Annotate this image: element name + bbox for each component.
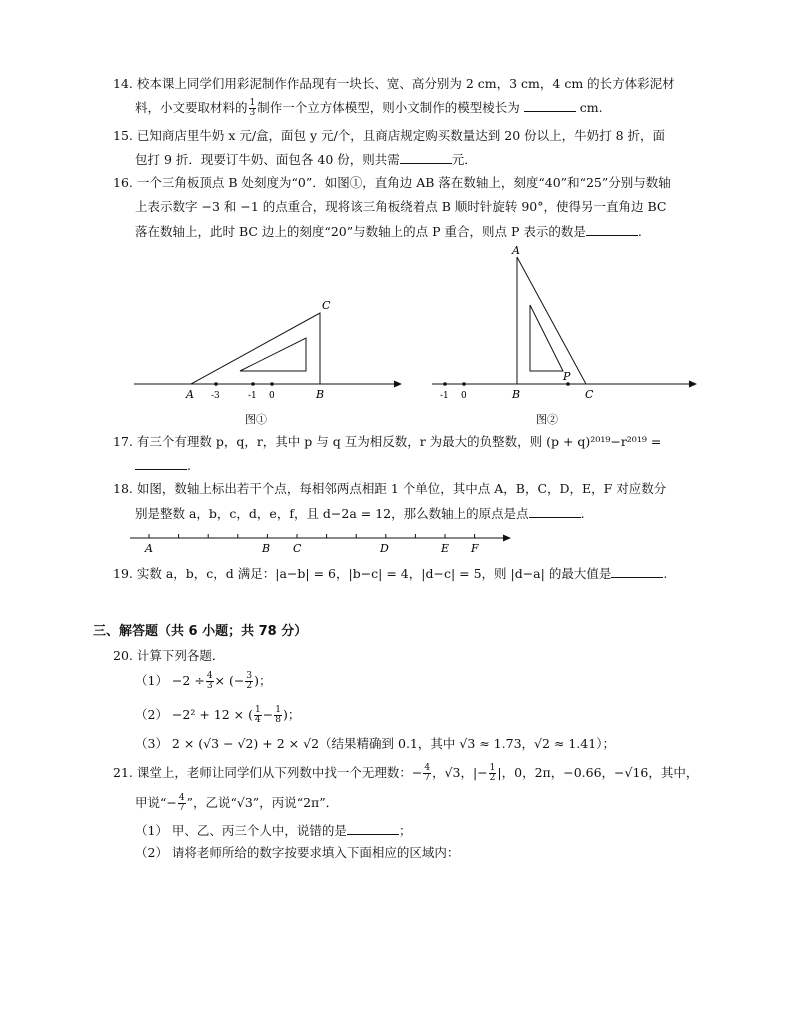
q18-answer-blank[interactable]	[529, 505, 581, 518]
q14-line2	[135, 99, 603, 118]
q18-number-line-figure	[0, 526, 794, 566]
fig2-label-C: C	[585, 388, 594, 401]
q18-label-F: F	[471, 542, 479, 555]
fig2-triangle-inner	[530, 305, 563, 371]
q19-text: 19. 实数 a，b，c，d 满足：|a−b| = 6，|b−c| = 4，|d−c| = 5，则 |d−a| 的最大值是	[113, 566, 612, 581]
q20-title: 20. 计算下列各题．	[113, 648, 225, 663]
q18-ticks	[149, 534, 475, 538]
fig2-tick-0: 0	[461, 391, 467, 401]
q18-label-B: B	[262, 542, 271, 555]
q16-line3-text: 落在数轴上，此时 BC 边上的刻度“20”与数轴上的点 P 重合，则点 P 表示的数是	[135, 224, 586, 239]
q19-end: .	[663, 566, 668, 581]
fig2-label-A: A	[512, 244, 520, 257]
fig2-triangle-outer	[517, 257, 586, 384]
fig1-label-B: B	[316, 388, 325, 401]
q18-label-E: E	[441, 542, 450, 555]
q14-fraction: $\frac{1}{3}$	[249, 98, 256, 118]
q17-line2-end: .	[187, 458, 191, 473]
section-title: 三、解答题（共 6 小题；共 78 分）	[93, 624, 308, 639]
q18-line1: 18. 如图，数轴上标出若干个点，每相邻两点相距 1 个单位，其中点 A，B，C，D，E，F 对应数分	[113, 481, 667, 496]
q18-line2-text: 别是整数 a，b，c，d，e，f，且 d−2a = 12，那么数轴上的原点是点	[135, 506, 529, 521]
q17-answer-blank[interactable]	[135, 457, 187, 470]
q18-line2	[135, 505, 585, 522]
q20-part1: （1） −2 ÷ $\frac{4}{3}$ × (− $\frac{3}{2}$ )；	[135, 671, 272, 691]
fig1-tick-m1: -1	[248, 391, 257, 401]
figure-1	[134, 299, 402, 426]
q21-frac1: $\frac{4}{7}$	[424, 763, 431, 783]
q20-p1-frac1: $\frac{4}{3}$	[206, 671, 213, 691]
fig2-tick-m1: -1	[440, 391, 449, 401]
q21-part1: （1） 甲、乙、丙三个人中，说错的是 ；	[135, 823, 412, 838]
q21-answer-blank[interactable]	[347, 822, 399, 835]
fig2-point-0	[462, 382, 466, 386]
q20-part3: （3） 2 × (√3 − √2) + 2 × √2（结果精确到 0.1，其中 √3 ≈ 1.73，√2 ≈ 1.41）；	[135, 736, 615, 751]
q21-line1: 21. 课堂上，老师让同学们从下列数中找一个无理数：− $\frac{4}{7}$ ，√3，|− $\frac{1}{2}$ |，0，2π，−0.66，−√16，其中，	[113, 763, 699, 783]
q21-line2: 甲说“− $\frac{4}{7}$ ”，乙说“√3”，丙说“2π”．	[135, 793, 339, 813]
q17-line1: 17. 有三个有理数 p，q，r，其中 p 与 q 互为相反数，r 为最大的负整数，则 (p + q)²⁰¹⁹−r²⁰¹⁹ =	[113, 434, 662, 449]
fig1-tick-m3: -3	[211, 391, 220, 401]
q20-part2: （2） −2² + 12 × ( $\frac{1}{4}$ − $\frac{1}{8}$ )；	[135, 705, 301, 725]
q14-unit: cm.	[579, 100, 603, 115]
fig1-point-m1	[251, 382, 255, 386]
q15-line2	[135, 151, 477, 168]
q18-labels	[144, 542, 479, 555]
q16-line2: 上表示数字 −3 和 −1 的点重合，现将该三角板绕着点 B 顺时针旋转 90°，使得另一直角边 BC	[135, 199, 667, 214]
fig1-triangle-outer	[191, 313, 320, 384]
q21-frac2: $\frac{1}{2}$	[489, 763, 496, 783]
q21-part2: （2） 请将老师所给的数字按要求填入下面相应的区域内：	[135, 845, 460, 860]
q15-line2-text: 包打 9 折．现要订牛奶、面包各 40 份，则共需	[135, 152, 400, 167]
q19-line	[113, 565, 667, 582]
fig1-tick-0: 0	[269, 391, 275, 401]
q18-label-A: A	[145, 542, 153, 555]
q18-label-C: C	[293, 542, 302, 555]
figure-2	[432, 244, 697, 426]
fig2-arrowhead	[689, 381, 697, 388]
fig1-caption: 图①	[245, 413, 267, 426]
fig1-arrowhead	[394, 381, 402, 388]
q16-figures	[0, 242, 794, 432]
q14-line2-text2: 制作一个立方体模型，则小文制作的模型棱长为	[257, 100, 520, 115]
fig1-label-C: C	[322, 299, 331, 312]
q20-p2-frac1: $\frac{1}{4}$	[255, 705, 261, 725]
q18-arrowhead	[503, 535, 511, 542]
fig2-label-B: B	[512, 388, 521, 401]
fig1-point-m3	[214, 382, 218, 386]
fig2-caption: 图②	[536, 413, 558, 426]
q18-line2-end: .	[580, 506, 585, 521]
q15-unit: 元．	[451, 152, 477, 167]
q20-p1-frac2: $\frac{3}{2}$	[246, 671, 253, 691]
q14-line1: 14. 校本课上同学们用彩泥制作作品现有一块长、宽、高分别为 2 cm，3 cm，4 cm 的长方体彩泥材	[113, 76, 675, 91]
q16-answer-blank[interactable]	[586, 223, 638, 236]
fig1-label-A: A	[186, 388, 194, 401]
q21-frac3: $\frac{4}{7}$	[178, 793, 185, 813]
q14-answer-blank[interactable]	[524, 99, 576, 112]
q14-line2-text: 料，小文要取材料的	[135, 100, 248, 115]
fig1-triangle-inner	[240, 338, 306, 371]
fig2-label-P: P	[563, 370, 571, 383]
q19-answer-blank[interactable]	[611, 565, 663, 578]
q15-line1: 15. 已知商店里牛奶 x 元/盒，面包 y 元/个，且商店规定购买数量达到 20 份以上，牛奶打 8 折，面	[113, 128, 666, 143]
q15-answer-blank[interactable]	[400, 151, 452, 164]
q20-p2-frac2: $\frac{1}{8}$	[275, 705, 281, 725]
fig1-point-0	[270, 382, 274, 386]
q16-line3-end: .	[637, 224, 642, 239]
q16-line3	[135, 223, 642, 240]
q18-label-D: D	[380, 542, 389, 555]
q17-line2	[135, 457, 191, 474]
q16-line1: 16. 一个三角板顶点 B 处刻度为“0”．如图①，直角边 AB 落在数轴上，刻度“40”和“25”分别与数轴	[113, 175, 671, 190]
fig2-point-m1	[443, 382, 447, 386]
